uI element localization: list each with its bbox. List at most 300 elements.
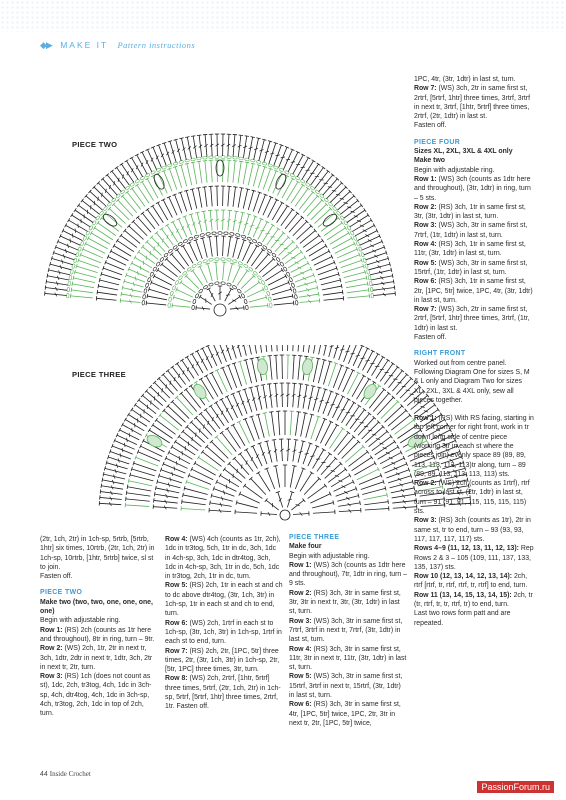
stitch-stem [211, 160, 212, 182]
row-text: 2ch, rtrf [rtrf, tr, rtrf, rtrf, tr, rtrf] to end, turn. [414, 573, 528, 590]
chain-stitch [172, 285, 176, 290]
stitch-stem [72, 284, 94, 288]
stitch-top-bar [179, 138, 183, 139]
stitch-top-bar [46, 279, 47, 283]
stitch-cross-bar [262, 452, 265, 455]
chain-stitch [247, 237, 252, 241]
stitch-stem [127, 493, 151, 496]
chain-stitch [168, 303, 171, 308]
stitch-stem [316, 262, 334, 270]
stitch-stem [250, 305, 268, 307]
stitch-top-bar [344, 467, 347, 471]
stitch-stem [128, 487, 152, 491]
stitch-stem [98, 223, 116, 236]
magic-ring [214, 304, 226, 316]
stitch-top-bar [211, 494, 212, 498]
chain-stitch [212, 232, 217, 235]
stitch-stem [252, 359, 257, 382]
chain-stitch [245, 305, 248, 310]
row-label: Row 4: [165, 536, 188, 543]
stitch-stem [327, 228, 345, 240]
stitch-stem [217, 186, 218, 206]
stitch-top-bar [180, 359, 184, 361]
chain-stitch [156, 262, 161, 267]
stitch-stem [114, 204, 130, 220]
instruction-row [289, 617, 407, 645]
stitch-cross-bar [138, 271, 139, 275]
stitch-top-bar [322, 359, 326, 360]
stitch-stem [334, 433, 349, 452]
stitch-stem [322, 286, 342, 290]
stitch-stem [127, 192, 141, 209]
stitch-stem [385, 406, 403, 422]
stitch-top-bar [255, 357, 259, 358]
piece-two-label: PIECE TWO [72, 140, 118, 149]
chain-stitch [80, 241, 84, 246]
stitch-stem [206, 376, 218, 397]
stitch-cross-bar [127, 438, 128, 442]
instruction-row [414, 84, 534, 121]
stitch-top-bar [228, 236, 232, 237]
stitch-cross-bar [135, 277, 136, 281]
stitch-top-bar [147, 294, 148, 298]
stitch-top-bar [310, 472, 314, 474]
chain-stitch [215, 282, 220, 285]
chain-stitch [353, 236, 357, 241]
chain-stitch [264, 285, 268, 290]
chain-stitch [253, 271, 258, 276]
stitch-top-bar [130, 473, 131, 477]
chain-stitch [215, 258, 220, 261]
chain-stitch [203, 285, 208, 290]
stitch-cross-bar [68, 244, 69, 248]
section-subtitle: Pattern instructions [117, 40, 196, 50]
stitch-top-bar [296, 412, 300, 413]
stitch-top-bar [189, 384, 193, 387]
row-text: (RS) 2ch (counts as 1tr here and throughout), 8tr in ring, turn – 9tr. [40, 626, 155, 643]
stitch-cross-bar [176, 461, 177, 465]
stitch-top-bar [364, 208, 366, 212]
stitch-top-bar [245, 136, 249, 137]
stitch-stem [381, 402, 398, 419]
row-text: (WS) 4ch (counts as 1tr, 2ch), 1dc in tr3tog, 5ch, 1tr in dc, 3ch, 1dc in 4ch-sp, 3ch, 1dc in dtr4tog, 3ch, 1dc in 4ch-sp, 3ch, 1tr in dc, 5ch, 1dc in tr3tog, 2ch, 1tr in dc, turn. [165, 536, 281, 581]
stitch-top-bar [199, 295, 201, 299]
stitch-stem [312, 503, 333, 508]
chain-stitch [268, 297, 271, 302]
instruction-line: Fasten off. [414, 122, 447, 130]
stitch-cross-bar [330, 404, 334, 405]
chain-stitch [305, 182, 310, 187]
stitch-top-bar [234, 211, 238, 212]
section-heading: PIECE TWO [40, 589, 83, 597]
stitch-stem [334, 345, 341, 358]
instruction-row [289, 645, 407, 673]
chain-stitch [366, 269, 370, 274]
stitch-top-bar [99, 278, 100, 282]
stitch-stem [394, 420, 413, 434]
stitch-top-bar [165, 224, 169, 226]
stitch-stem [240, 362, 247, 385]
chain-stitch [197, 261, 202, 265]
chain-stitch [68, 281, 71, 286]
chain-stitch [243, 264, 248, 268]
chain-stitch [175, 280, 180, 285]
chain-stitch [356, 241, 360, 246]
stitch-stem [341, 260, 362, 267]
stitch-top-bar [154, 492, 155, 496]
chain-stitch [188, 237, 193, 241]
stitch-stem [278, 411, 280, 435]
stitch-stem [276, 355, 277, 379]
row-text: (RS) 3ch, 1tr in same first st, 2tr, [1PC, 5tr] twice, 1PC, 4tr, (3tr, 1dtr) in last st, turn. [414, 278, 533, 304]
stitch-top-bar [115, 166, 119, 169]
text-column-2 [165, 535, 283, 712]
chain-stitch [173, 162, 178, 166]
stitch-top-bar [225, 427, 229, 429]
stitch-stem [168, 406, 186, 422]
stitch-stem [295, 469, 303, 489]
stitch-top-bar [367, 378, 371, 380]
stitch-stem [319, 345, 324, 354]
chain-stitch [194, 235, 199, 239]
chain-stitch [167, 164, 172, 168]
stitch-top-bar [265, 441, 269, 442]
stitch-stem [129, 226, 144, 240]
stitch-top-bar [45, 285, 46, 289]
stitch-cross-bar [364, 426, 368, 427]
chain-stitch [168, 249, 173, 254]
bold-line: Make two (two, two, one, one, one, one) [40, 598, 153, 616]
stitch-top-bar [388, 500, 389, 504]
stitch-cross-bar [281, 157, 285, 158]
row-text: (WS) 3ch (counts as 1dtr here and throughout), (3tr, 1dtr) in ring, turn – 5 sts. [414, 175, 531, 202]
stitch-stem [193, 162, 197, 184]
stitch-top-bar [90, 231, 92, 235]
stitch-cross-bar [226, 485, 227, 489]
chain-stitch [203, 156, 208, 159]
chain-stitch [262, 162, 267, 166]
chain-stitch [286, 272, 290, 277]
stitch-stem [164, 410, 182, 426]
stitch-top-bar [344, 226, 346, 230]
stitch-stem [265, 413, 270, 437]
stitch-stem [208, 264, 213, 281]
row-text: (WS) 2ch, 1tr, 2tr in next tr, 3ch, 1dtr, 2dtr in next tr, 1dtr, 3ch, 2tr in next tr, 2tr, turn. [40, 645, 153, 671]
stitch-top-bar [175, 362, 179, 365]
stitch-top-bar [358, 494, 359, 498]
stitch-stem [186, 276, 199, 289]
chain-stitch [209, 156, 214, 159]
stitch-top-bar [370, 456, 372, 460]
chain-stitch [273, 166, 278, 170]
instruction-row [414, 591, 534, 610]
stitch-top-bar [120, 163, 124, 165]
stitch-stem [147, 296, 167, 300]
stitch-top-bar [312, 160, 316, 162]
stitch-cross-bar [336, 194, 340, 195]
chain-stitch [218, 232, 222, 235]
stitch-stem [174, 297, 191, 302]
stitch-top-bar [201, 211, 205, 212]
text-column-1 [40, 535, 158, 719]
stitch-stem [125, 231, 140, 244]
stitch-stem [271, 412, 274, 436]
stitch-top-bar [348, 231, 350, 235]
chain-stitch [206, 232, 211, 235]
stitch-top-bar [269, 412, 273, 413]
stitch-top-bar [385, 486, 386, 490]
stitch-top-bar [113, 244, 115, 248]
chain-stitch [192, 305, 195, 310]
instruction-row [289, 700, 407, 728]
stitch-top-bar [372, 381, 376, 383]
stitch-cross-bar [199, 428, 200, 432]
stitch-stem [364, 502, 388, 505]
stitch-top-bar [292, 294, 293, 298]
stitch-stem [181, 393, 197, 411]
row-label: Row 5: [165, 582, 188, 590]
chain-stitch [145, 283, 149, 288]
stitch-top-bar [391, 362, 395, 365]
stitch-top-bar [271, 224, 275, 226]
stitch-top-bar [98, 284, 99, 288]
section-heading: PIECE THREE [289, 534, 340, 541]
chain-stitch [244, 299, 248, 304]
stitch-stem [122, 196, 136, 213]
stitch-stem [325, 425, 337, 446]
chain-stitch [238, 261, 243, 265]
chain-stitch [370, 287, 373, 292]
instruction-row [414, 544, 534, 572]
instruction-row [414, 572, 534, 591]
stitch-stem [253, 165, 259, 186]
stitch-stem [247, 345, 252, 354]
chain-stitch [291, 283, 295, 288]
instruction-row [40, 644, 158, 672]
stitch-stem [318, 268, 337, 275]
stitch-stem [117, 241, 134, 252]
chain-stitch [221, 282, 226, 285]
stitch-top-bar [233, 187, 237, 188]
stitch-stem [347, 296, 369, 298]
stitch-stem [95, 228, 113, 240]
stitch-stem [71, 290, 93, 293]
stitch-stem [258, 195, 265, 214]
stitch-top-bar [239, 135, 243, 136]
stitch-cross-bar [122, 174, 123, 178]
instruction-row [165, 535, 283, 581]
stitch-cross-bar [158, 392, 159, 396]
stitch-top-bar [50, 262, 51, 266]
stitch-stem [289, 217, 302, 232]
stitch-stem [162, 264, 178, 276]
stitch-cross-bar [361, 358, 365, 359]
row-text: (WS) 3ch, 3tr in same first st, 7rtrf, (1tr, 1dtr) in last st, turn. [414, 222, 528, 239]
stitch-stem [267, 469, 275, 489]
chain-stitch [262, 245, 267, 250]
stitch-stem [310, 494, 330, 503]
stitch-top-bar [72, 282, 73, 286]
stitch-stem [373, 393, 389, 411]
stitch-stem [223, 236, 224, 256]
chain-stitch [187, 267, 192, 272]
stitch-top-bar [366, 450, 369, 453]
stitch-stem [274, 303, 294, 305]
page-number: 44 [40, 771, 48, 778]
instruction-row [289, 561, 407, 589]
stitch-top-bar [363, 408, 367, 411]
magic-ring [280, 510, 290, 520]
stitch-top-bar [281, 268, 283, 272]
stitch-top-bar [333, 500, 334, 504]
row-text: (WS) 3ch (counts as 1dtr here and throughout), 7tr, 1dtr in ring, turn – 9 sts. [289, 561, 407, 588]
stitch-stem [233, 425, 245, 446]
chain-stitch [142, 300, 145, 305]
stitch-top-bar [194, 381, 198, 383]
stitch-stem [290, 411, 292, 435]
chain-stitch [237, 289, 242, 294]
stitch-stem [293, 345, 294, 351]
instruction-row [165, 647, 283, 675]
stitch-cross-bar [406, 390, 410, 391]
stitch-stem [91, 233, 110, 244]
stitch-stem [270, 345, 272, 352]
stitch-cross-bar [124, 443, 125, 447]
chain-stitch [170, 291, 174, 296]
paragraph-gap [414, 405, 534, 414]
stitch-top-bar [311, 386, 315, 387]
stitch-stem [295, 189, 308, 207]
row-label: Row 3: [289, 617, 312, 625]
instruction-row [414, 516, 534, 544]
stitch-stem [121, 235, 137, 247]
stitch-stem [217, 370, 227, 392]
stitch-top-bar [135, 184, 139, 186]
stitch-top-bar [366, 276, 367, 280]
stitch-top-bar [277, 228, 281, 231]
stitch-top-bar [124, 418, 126, 422]
stitch-stem [258, 167, 265, 188]
chain-stitch [283, 267, 288, 272]
stitch-stem [172, 402, 189, 419]
stitch-top-bar [171, 445, 173, 449]
stitch-top-bar [131, 408, 133, 412]
stitch-stem [277, 206, 288, 223]
stitch-stem [212, 373, 223, 394]
stitch-cross-bar [286, 159, 290, 160]
chain-stitch [195, 293, 200, 298]
row-label: Row 1: [414, 175, 437, 183]
instruction-row [165, 619, 283, 647]
stitch-stem [272, 289, 291, 295]
bold-line: Make four [289, 543, 322, 551]
stitch-stem [303, 196, 317, 213]
stitch-stem [88, 238, 107, 249]
chain-stitch [69, 275, 72, 280]
stitch-stem [347, 290, 369, 293]
chain-stitch [198, 289, 203, 294]
stitch-stem [352, 376, 364, 397]
stitch-top-bar [71, 213, 73, 217]
stitch-stem [343, 370, 353, 392]
stitch-stem [253, 345, 257, 353]
stitch-top-bar [127, 413, 129, 417]
stitch-stem [303, 345, 305, 352]
stitch-stem [248, 164, 253, 185]
stitch-stem [298, 356, 300, 380]
chain-stitch [111, 197, 116, 202]
chain-stitch [168, 297, 171, 302]
row-label: Row 8: [165, 675, 188, 683]
chain-stitch [197, 157, 202, 160]
stitch-top-bar [140, 181, 144, 183]
stitch-cross-bar [122, 448, 123, 452]
stitch-top-bar [262, 139, 266, 140]
stitch-top-bar [301, 441, 305, 442]
stitch-cross-bar [368, 430, 372, 431]
stitch-top-bar [93, 226, 95, 230]
stitch-top-bar [257, 165, 261, 166]
stitch-stem [175, 167, 182, 188]
stitch-top-bar [306, 187, 310, 190]
stitch-top-bar [197, 135, 201, 136]
stitch-stem [299, 192, 313, 209]
chain-stitch [257, 275, 262, 280]
stitch-stem [118, 200, 133, 216]
stitch-stem [184, 488, 207, 494]
instruction-row [289, 672, 407, 700]
stitch-stem [244, 282, 259, 292]
chain-stitch [227, 258, 232, 261]
stitch-stem [183, 495, 207, 500]
stitch-cross-bar [105, 189, 106, 193]
chain-stitch [162, 166, 167, 170]
stitch-stem [273, 296, 293, 300]
stitch-top-bar [249, 387, 253, 388]
chain-stitch [350, 230, 354, 235]
chain-stitch [99, 211, 104, 216]
instruction-line: 1PC, 4tr, (3tr, 1dtr) in last st, turn. [414, 76, 516, 83]
stitch-top-bar [195, 212, 199, 213]
stitch-top-bar [243, 484, 246, 488]
chain-stitch [178, 275, 183, 280]
stitch-stem [300, 231, 315, 244]
stitch-cross-bar [345, 351, 349, 352]
stitch-cross-bar [72, 234, 73, 238]
stitch-top-bar [214, 401, 218, 403]
stitch-top-bar [301, 184, 305, 186]
instruction-row [289, 589, 407, 617]
stitch-top-bar [304, 256, 306, 260]
chain-stitch [272, 253, 277, 258]
stitch-stem [227, 429, 240, 449]
row-label: Row 1: [40, 626, 63, 634]
stitch-stem [77, 266, 98, 272]
row-text: (RS) 3ch, 3tr in same first st, 3tr, 3tr in next tr, 3tr, (3tr, 1dtr) in last st, turn. [289, 589, 401, 616]
stitch-top-bar [137, 250, 140, 254]
stitch-top-bar [267, 384, 271, 385]
stitch-stem [352, 457, 372, 470]
stitch-top-bar [358, 405, 362, 407]
stitch-stem [97, 292, 117, 295]
stitch-cross-bar [154, 396, 155, 400]
stitch-stem [286, 182, 297, 201]
stitch-stem [202, 452, 221, 467]
stitch-top-bar [209, 405, 213, 407]
stitch-stem [216, 236, 217, 256]
stitch-stem [345, 447, 363, 463]
chain-stitch [252, 239, 257, 243]
